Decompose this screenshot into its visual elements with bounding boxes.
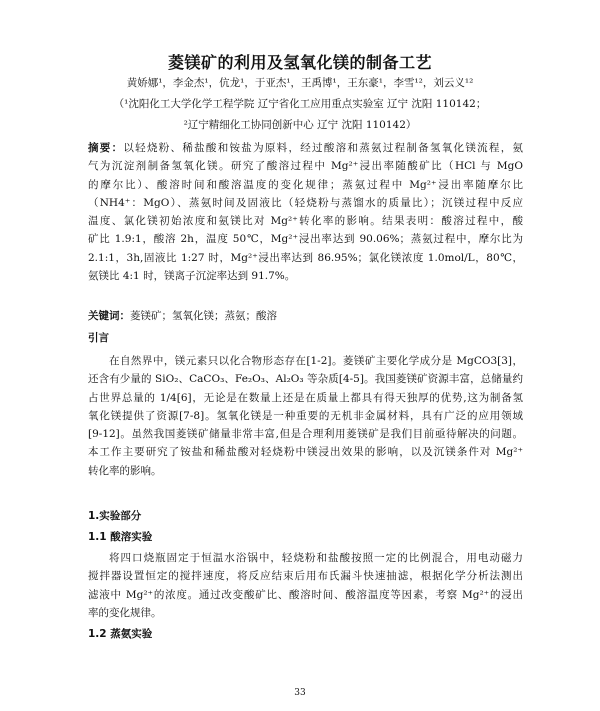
- section-1-1-line: 将四口烧瓶固定于恒温水浴锅中，轻烧粉和盐酸按照一定的比例混合，用电动磁力: [109, 552, 523, 564]
- intro-line: [9-12]。虽然我国菱镁矿储量非常丰富,但是合理利用菱镁矿是我们目前亟待解决的问题。: [88, 428, 523, 441]
- section-1-1-heading: 1.1 酸溶实验: [88, 531, 153, 543]
- keywords-text: 菱镁矿；氢氧化镁；蒸氨；酸溶: [130, 310, 277, 322]
- page-number: 33: [294, 688, 306, 698]
- abstract-line: 2.1:1，3h,固液比 1:27 时，Mg²⁺浸出率达到 86.95%；氯化镁浓度 1.0mol/L，80℃，: [88, 251, 523, 264]
- section-1-2-heading: 1.2 蒸氨实验: [88, 628, 153, 640]
- abstract-line: 摘要：以轻烧粉、稀盐酸和铵盐为原料，经过酸溶和蒸氨过程制备氢氧化镁流程，氨: [88, 142, 523, 154]
- paper-title: 菱镁矿的利用及氢氧化镁的制备工艺: [167, 53, 432, 72]
- affiliation-1: （¹沈阳化工大学化学工程学院 辽宁省化工应用重点实验室 辽宁 沈阳 110142；: [113, 98, 487, 110]
- keywords-label: 关键词：: [88, 310, 130, 322]
- abstract-block: [88, 139, 523, 285]
- intro-line: 占世界总量的 1/4[6]，无论是在数量上还是在质量上都具有得天独厚的优势,这为制备氢: [88, 391, 523, 404]
- intro-line: 转化率的影响。: [88, 464, 162, 477]
- intro-line: 氧化镁提供了资源[7-8]。氢氧化镁是一种重要的无机非金属材料，具有广泛的应用领域: [88, 409, 523, 422]
- author-list: 黄娇娜¹，李金杰¹，伉龙¹，于亚杰¹，王禹博¹，王东豪¹，李雪¹²，刘云义¹²: [126, 77, 474, 89]
- abstract-line: 温度、氯化镁初始浓度和氨镁比对 Mg²⁺转化率的影响。结果表明：酸溶过程中，酸: [88, 215, 523, 228]
- abstract-label: 摘要：: [88, 142, 124, 154]
- intro-line: 还含有少量的 SiO₂、CaCO₃、Fe₂O₃、Al₂O₃ 等杂质[4-5]。我国菱镁矿资源丰富，总储量约: [88, 373, 523, 386]
- intro-line: 在自然界中，镁元素只以化合物形态存在[1-2]。菱镁矿主要化学成分是 MgCO3[3]，: [109, 355, 523, 367]
- abstract-line: （NH4⁺：MgO）、蒸氨时间及固液比（轻烧粉与蒸馏水的质量比）；沉镁过程中反应: [88, 196, 523, 209]
- abstract-line: 矿比 1.9:1，酸溶 2h，温度 50℃，Mg²⁺浸出率达到 90.06%；蒸氨过程中，摩尔比为: [88, 233, 523, 246]
- section-1-1-line: 率的变化规律。: [88, 606, 162, 619]
- section-1-1-line: 滤液中 Mg²⁺的浓度。通过改变酸矿比、酸溶时间、酸溶温度等因素，考察 Mg²⁺的浸出: [88, 588, 523, 601]
- intro-paragraph: [88, 352, 523, 480]
- section-1-heading: 1.实验部分: [88, 510, 142, 522]
- abstract-line: 的摩尔比）、酸溶时间和酸溶温度的变化规律；蒸氨过程中 Mg²⁺浸出率随摩尔比: [88, 178, 523, 191]
- keywords-block: [88, 307, 523, 325]
- abstract-line: 氨镁比 4:1 时，镁离子沉淀率达到 91.7%。: [88, 270, 296, 283]
- intro-line: 本工作主要研究了铵盐和稀盐酸对轻烧粉中镁浸出效果的影响，以及沉镁条件对 Mg²⁺: [88, 446, 523, 459]
- section-1-1-paragraph: [88, 549, 523, 622]
- section-1-1-line: 搅拌器设置恒定的搅拌速度，将反应结束后用布氏漏斗快速抽滤，根据化学分析法测出: [88, 570, 523, 583]
- abstract-line: 气为沉淀剂制备氢氧化镁。研究了酸溶过程中 Mg²⁺浸出率随酸矿比（HCl 与 MgO: [88, 160, 523, 173]
- intro-heading: 引言: [88, 332, 109, 344]
- affiliation-2: ²辽宁精细化工协同创新中心 辽宁 沈阳 110142）: [183, 119, 417, 131]
- keywords-line: [88, 307, 523, 325]
